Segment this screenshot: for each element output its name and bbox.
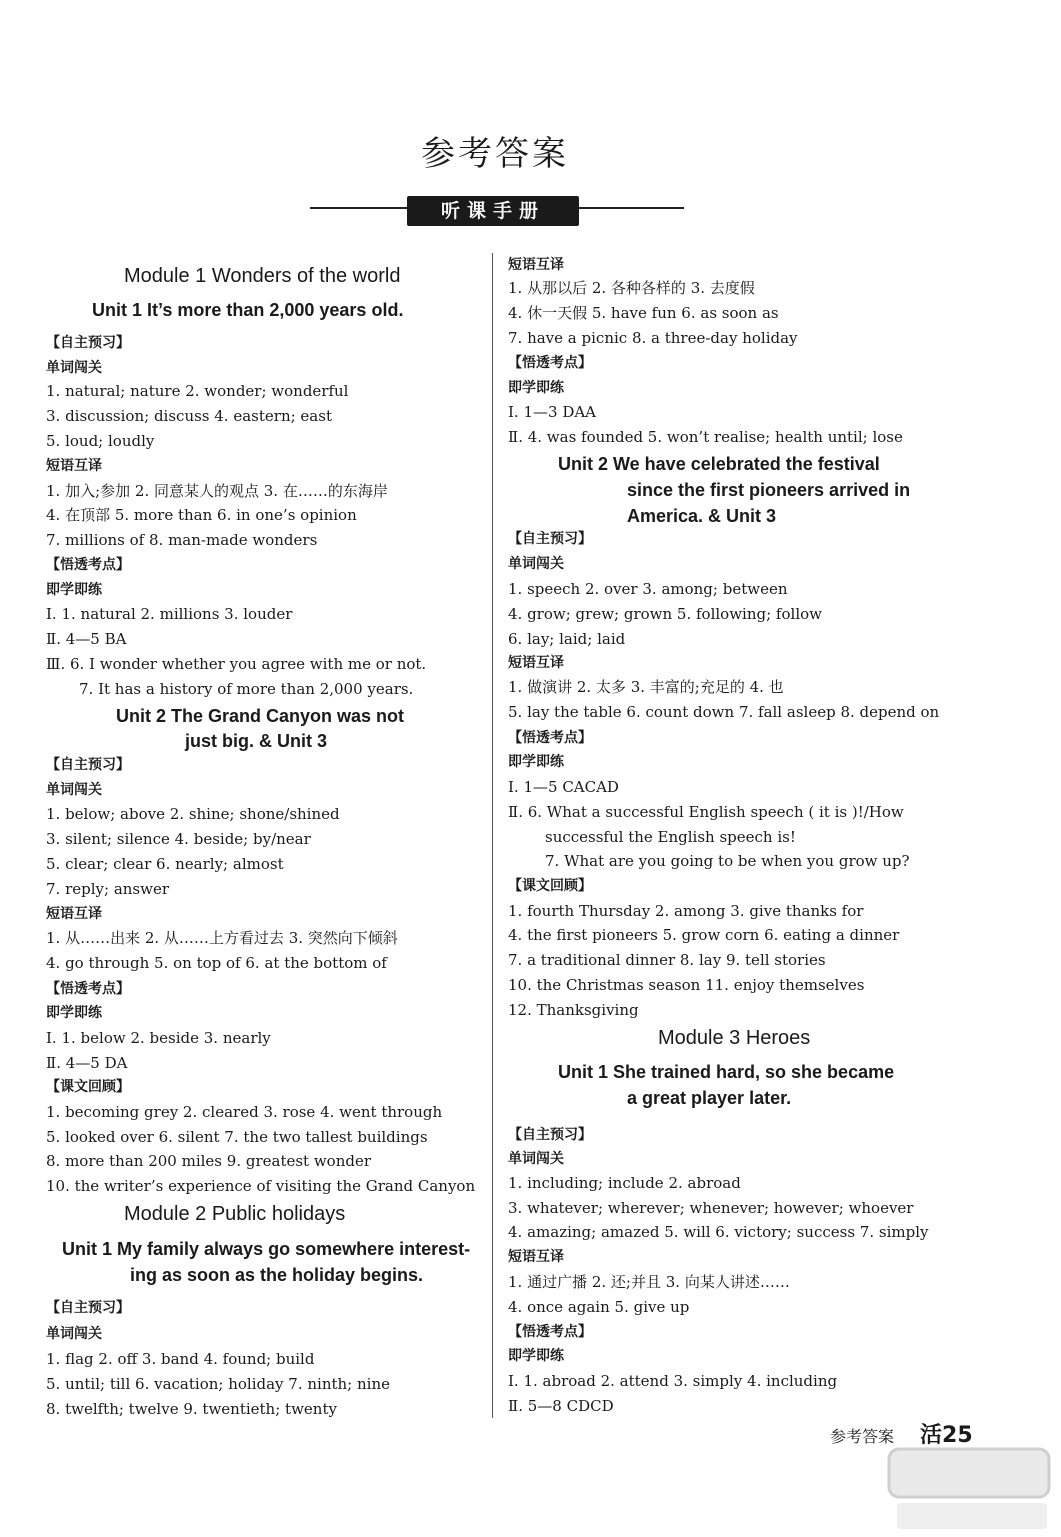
footer-label: 参考答案 — [830, 1427, 895, 1446]
answer-line: 7. a traditional dinner 8. lay 9. tell stories — [508, 951, 826, 969]
answer-line: 1. becoming grey 2. cleared 3. rose 4. went through — [46, 1103, 443, 1121]
answer-line: 4. grow; grew; grown 5. following; follow — [508, 605, 822, 623]
section-heading: 【自主预习】 — [46, 1300, 130, 1316]
module-heading: Module 2 Public holidays — [124, 1203, 346, 1225]
answer-line: 3. whatever; wherever; whenever; however; whoever — [508, 1199, 914, 1217]
answer-line: 8. more than 200 miles 9. greatest wonder — [46, 1152, 372, 1170]
answer-line: 1. flag 2. off 3. band 4. found; build — [46, 1350, 315, 1368]
section-heading: 【自主预习】 — [46, 335, 130, 351]
answer-line: 4. go through 5. on top of 6. at the bottom of — [46, 954, 387, 972]
answer-line: 5. clear; clear 6. nearly; almost — [46, 855, 284, 873]
answer-line: 1. fourth Thursday 2. among 3. give thanks for — [508, 902, 864, 920]
answer-line: 5. until; till 6. vacation; holiday 7. ninth; nine — [46, 1375, 390, 1393]
section-heading: 【课文回顾】 — [46, 1079, 130, 1095]
module-heading: Module 1 Wonders of the world — [124, 265, 401, 287]
unit-heading: Unit 2 The Grand Canyon was not — [116, 706, 405, 726]
answer-line: Ⅱ. 4—5 DA — [46, 1054, 128, 1072]
section-heading: 单词闯关 — [508, 556, 564, 572]
section-heading: 短语互译 — [508, 257, 564, 273]
section-heading: 【自主预习】 — [508, 1127, 592, 1143]
section-heading: 【悟透考点】 — [508, 1324, 592, 1340]
section-heading: 【课文回顾】 — [508, 878, 592, 894]
answer-line: 1. 做演讲 2. 太多 3. 丰富的;充足的 4. 也 — [508, 678, 784, 696]
section-heading: 单词闯关 — [46, 782, 102, 798]
unit-heading: America. & Unit 3 — [627, 506, 777, 526]
section-heading: 【自主预习】 — [508, 531, 592, 547]
section-heading: 单词闯关 — [46, 360, 102, 376]
section-heading: 【悟透考点】 — [46, 557, 130, 573]
answer-line: 5. looked over 6. silent 7. the two tallest buildings — [46, 1128, 428, 1146]
answer-line: 4. the first pioneers 5. grow corn 6. eating a dinner — [508, 926, 900, 944]
unit-heading: ing as soon as the holiday begins. — [130, 1265, 424, 1285]
section-heading: 【悟透考点】 — [46, 981, 130, 997]
unit-heading: Unit 1 My family always go somewhere interest- — [62, 1239, 471, 1259]
page-title: 参考答案 — [421, 134, 569, 174]
answer-line: 1. natural; nature 2. wonder; wonderful — [46, 382, 349, 400]
column-divider — [492, 253, 493, 1418]
answer-line: 1. including; include 2. abroad — [508, 1174, 741, 1192]
answer-line: 3. discussion; discuss 4. eastern; east — [46, 407, 332, 425]
unit-heading: just big. & Unit 3 — [185, 731, 327, 751]
answer-line: 4. 休一天假 5. have fun 6. as soon as — [508, 304, 779, 322]
answer-line: 1. 从那以后 2. 各种各样的 3. 去度假 — [508, 279, 755, 297]
answer-line: 10. the Christmas season 11. enjoy themselves — [508, 976, 865, 994]
page-prefix: 活 — [920, 1423, 943, 1448]
answer-line: Ⅱ. 4—5 BA — [46, 630, 127, 648]
answer-line: Ⅰ. 1. natural 2. millions 3. louder — [46, 605, 293, 623]
answer-line: 7. What are you going to be when you grow up? — [545, 852, 910, 870]
answer-line: Ⅰ. 1. below 2. beside 3. nearly — [46, 1029, 271, 1047]
answer-line: 12. Thanksgiving — [508, 1001, 639, 1019]
section-heading: 【悟透考点】 — [508, 355, 592, 371]
section-heading: 短语互译 — [46, 906, 102, 922]
section-heading: 单词闯关 — [46, 1326, 102, 1342]
answer-line: 8. twelfth; twelve 9. twentieth; twenty — [46, 1400, 337, 1418]
answer-line: 1. 加入;参加 2. 同意某人的观点 3. 在……的东海岸 — [46, 482, 388, 500]
answer-line: Ⅱ. 6. What a successful English speech ( it is )!/How — [508, 803, 904, 821]
unit-heading: Unit 2 We have celebrated the festival — [558, 454, 880, 474]
section-heading: 短语互译 — [46, 458, 102, 474]
answer-line: 7. reply; answer — [46, 880, 170, 898]
section-heading: 即学即练 — [508, 1348, 564, 1364]
answer-line: 5. lay the table 6. count down 7. fall asleep 8. depend on — [508, 703, 940, 721]
section-heading: 即学即练 — [46, 582, 102, 598]
unit-heading: a great player later. — [627, 1088, 792, 1108]
module-heading: Module 3 Heroes — [658, 1027, 811, 1049]
unit-heading: since the first pioneers arrived in — [627, 480, 911, 500]
answer-line: 4. amazing; amazed 5. will 6. victory; success 7. simply — [508, 1223, 929, 1241]
answer-line: Ⅱ. 5—8 CDCD — [508, 1397, 614, 1415]
answer-line: Ⅰ. 1. abroad 2. attend 3. simply 4. including — [508, 1372, 838, 1390]
answer-line: 7. It has a history of more than 2,000 years. — [79, 680, 414, 698]
answer-line: successful the English speech is! — [545, 828, 796, 846]
answer-line: Ⅰ. 1—3 DAA — [508, 403, 597, 421]
answer-line: 1. 从……出来 2. 从……上方看过去 3. 突然向下倾斜 — [46, 929, 398, 947]
watermark-icon — [885, 1445, 1055, 1533]
answer-line: 4. once again 5. give up — [508, 1298, 690, 1316]
answer-line: 1. below; above 2. shine; shone/shined — [46, 805, 340, 823]
section-heading: 即学即练 — [46, 1005, 102, 1021]
answer-line: 7. millions of 8. man-made wonders — [46, 531, 318, 549]
banner-rule-left — [310, 207, 410, 209]
answer-line: 6. lay; laid; laid — [508, 630, 626, 648]
section-heading: 单词闯关 — [508, 1151, 564, 1167]
unit-heading: Unit 1 It’s more than 2,000 years old. — [92, 300, 404, 320]
answer-line: Ⅰ. 1—5 CACAD — [508, 778, 619, 796]
section-heading: 即学即练 — [508, 380, 564, 396]
answer-line: 1. 通过广播 2. 还;并且 3. 向某人讲述…… — [508, 1273, 790, 1291]
answer-line: Ⅱ. 4. was founded 5. won’t realise; health until; lose — [508, 428, 903, 446]
banner-rule-right — [578, 207, 684, 209]
section-heading: 【自主预习】 — [46, 757, 130, 773]
page-number-value: 25 — [942, 1423, 973, 1448]
answer-line: 1. speech 2. over 3. among; between — [508, 580, 788, 598]
section-heading: 即学即练 — [508, 754, 564, 770]
answer-line: 4. 在顶部 5. more than 6. in one’s opinion — [46, 506, 357, 524]
section-banner: 听课手册 — [407, 196, 579, 226]
watermark-logo — [885, 1445, 1055, 1533]
answer-line: 10. the writer’s experience of visiting the Grand Canyon — [46, 1177, 476, 1195]
section-heading: 短语互译 — [508, 1249, 564, 1265]
section-heading: 【悟透考点】 — [508, 730, 592, 746]
answer-line: 3. silent; silence 4. beside; by/near — [46, 830, 311, 848]
answer-line: Ⅲ. 6. I wonder whether you agree with me or not. — [46, 655, 427, 673]
answer-line: 7. have a picnic 8. a three-day holiday — [508, 329, 798, 347]
answer-line: 5. loud; loudly — [46, 432, 155, 450]
section-heading: 短语互译 — [508, 655, 564, 671]
unit-heading: Unit 1 She trained hard, so she became — [558, 1062, 895, 1082]
